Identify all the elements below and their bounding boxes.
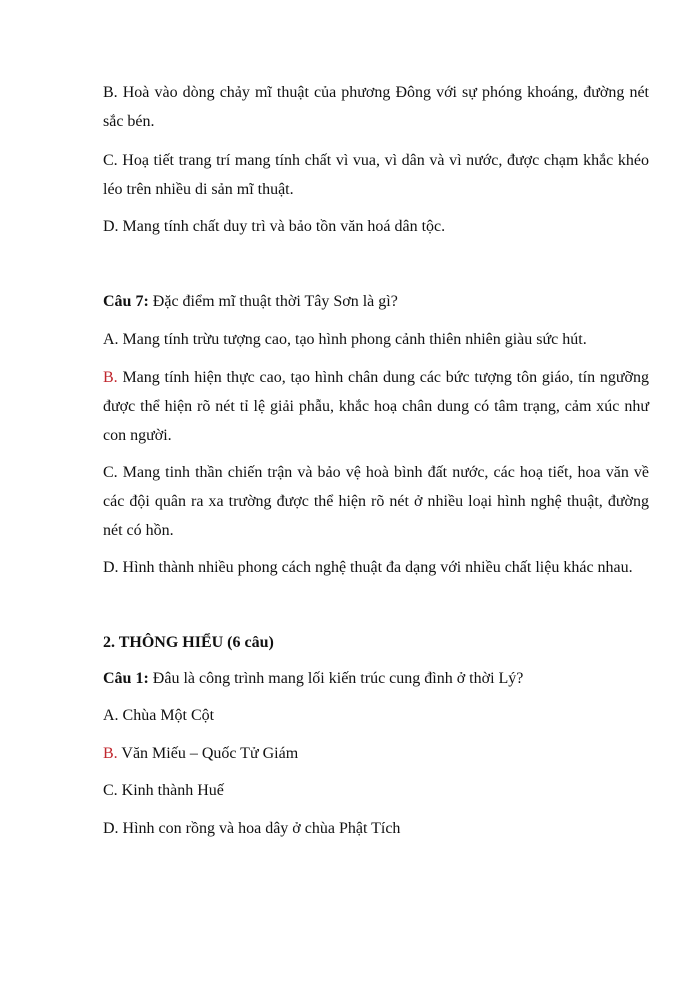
question-1-label: Câu 1: — [103, 670, 149, 687]
prev-option-d: D. Mang tính chất duy trì và bảo tồn văn hoá dân tộc. — [103, 218, 446, 235]
q7-option-c: C. Mang tinh thần chiến trận và bảo vệ hoà bình đất nước, các hoạ tiết, hoa văn về các đội quân ra xa trường được thể hiện rõ nét ở nhiều loại hình nghệ thuật, đường nét có hồn. — [103, 464, 649, 539]
q7-option-b-text: Mang tính hiện thực cao, tạo hình chân dung các bức tượng tôn giáo, tín ngưỡng được thể hiện rõ nét tỉ lệ giải phẫu, khắc hoạ chân dung có tâm trạng, cảm xúc như con người. — [103, 369, 649, 444]
question-7-text: Đặc điểm mĩ thuật thời Tây Sơn là gì? — [148, 293, 398, 310]
q7-option-d: D. Hình thành nhiều phong cách nghệ thuật đa dạng với nhiều chất liệu khác nhau. — [103, 559, 633, 576]
q1-option-d: D. Hình con rồng và hoa dây ở chùa Phật Tích — [103, 820, 401, 837]
prev-option-c: C. Hoạ tiết trang trí mang tính chất vì vua, vì dân và vì nước, được chạm khắc khéo léo trên nhiều di sản mĩ thuật. — [103, 152, 649, 198]
prev-option-b: B. Hoà vào dòng chảy mĩ thuật của phương Đông với sự phóng khoáng, đường nét sắc bén. — [103, 84, 649, 130]
section-heading: 2. THÔNG HIỂU (6 câu) — [103, 634, 274, 651]
q1-answer-letter: B. — [103, 745, 118, 762]
question-1 — [103, 664, 649, 693]
question-1-text: Đâu là công trình mang lối kiến trúc cung đình ở thời Lý? — [148, 670, 524, 687]
q7-answer-letter: B. — [103, 369, 118, 386]
question-7-label: Câu 7: — [103, 293, 149, 310]
q1-option-c: C. Kinh thành Huế — [103, 782, 224, 799]
question-7 — [103, 287, 649, 316]
q1-option-b-text: Văn Miếu – Quốc Tử Giám — [117, 745, 299, 762]
q1-option-b — [103, 739, 649, 768]
q7-option-a: A. Mang tính trừu tượng cao, tạo hình phong cảnh thiên nhiên giàu sức hút. — [103, 331, 587, 348]
q7-option-b — [103, 363, 649, 450]
q1-option-a: A. Chùa Một Cột — [103, 707, 215, 724]
